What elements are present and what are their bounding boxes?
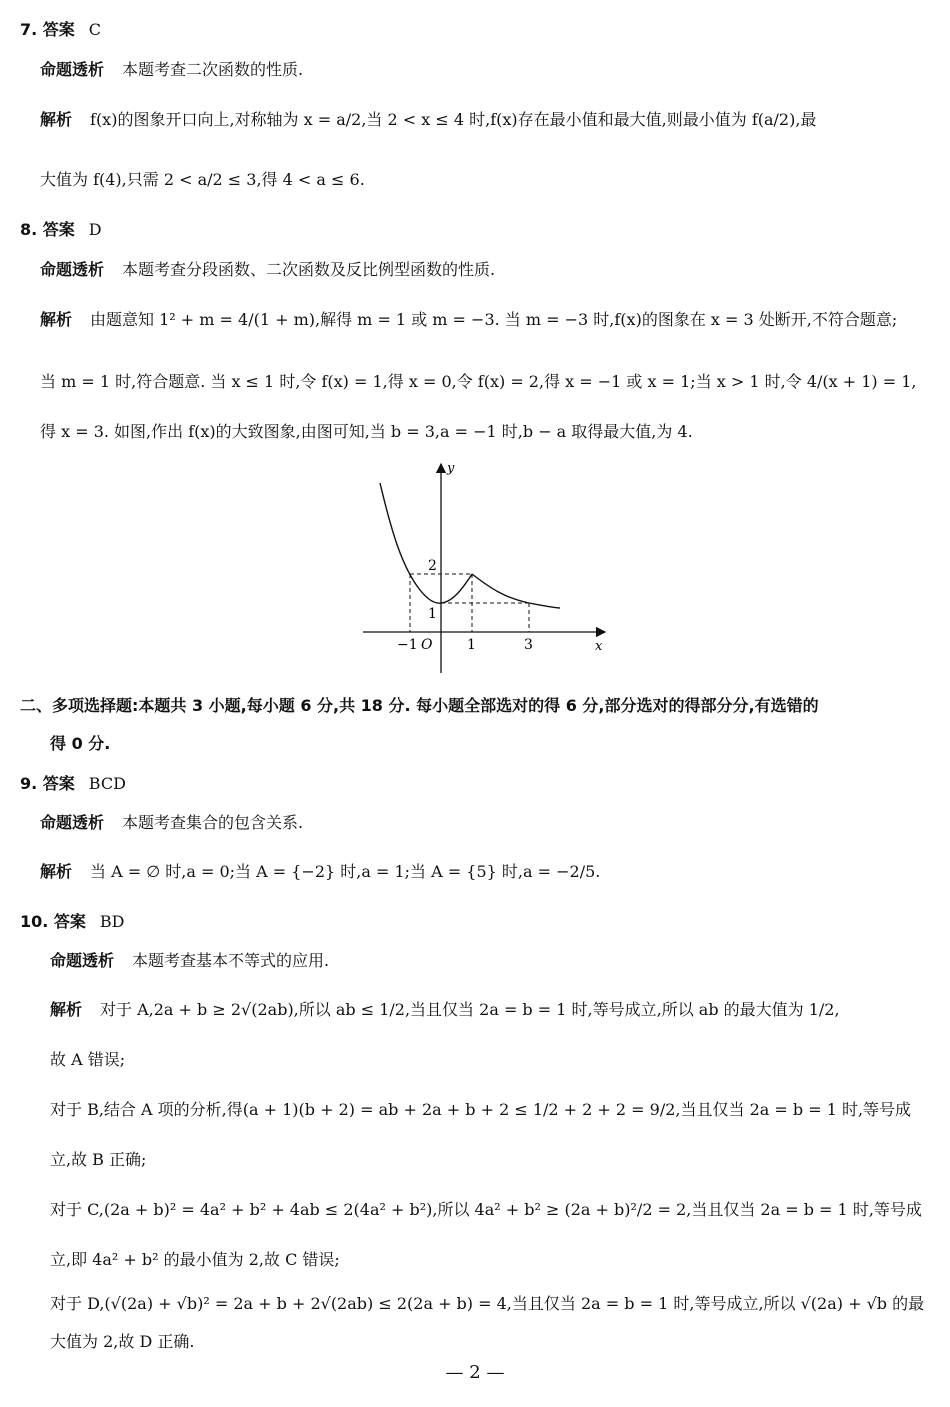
section2-title-cont: 得 0 分.	[50, 734, 111, 753]
q10-analysis-text-1: 对于 A,2a + b ≥ 2√(2ab),所以 ab ≤ 1/2,当且仅当 2a = b = 1 时,等号成立,所以 ab 的最大值为 1/2,	[100, 1000, 840, 1019]
q10-analysis-1	[50, 998, 840, 1022]
q10-intent	[50, 949, 329, 973]
q10-heading-label: 10. 答案	[20, 912, 86, 931]
q7-answer: C	[88, 20, 102, 39]
q10-analysis-3: 对于 B,结合 A 项的分析,得(a + 1)(b + 2) = ab + 2a + b + 2 ≤ 1/2 + 2 + 2 = 9/2,当且仅当 2a = b = 1 时,等号成	[50, 1100, 912, 1119]
y-tick-2: 2	[428, 558, 437, 574]
q7-heading	[20, 18, 101, 42]
tick-3: 3	[524, 637, 533, 653]
q8-intent-label: 命题透析	[40, 260, 105, 279]
q8-heading	[20, 218, 102, 242]
q8-analysis-2: 当 m = 1 时,符合题意. 当 x ≤ 1 时,令 f(x) = 1,得 x = 0,令 f(x) = 2,得 x = −1 或 x = 1;当 x > 1 时,令 4/(x + 1) = 1,	[40, 372, 917, 391]
q9-answer: BCD	[88, 774, 126, 793]
x-axis-label: x	[595, 639, 603, 654]
section2-title: 二、多项选择题:本题共 3 小题,每小题 6 分,共 18 分. 每小题全部选对的得 6 分,部分选对的得部分分,有选错的	[20, 696, 819, 715]
q8-answer: D	[88, 220, 102, 239]
q10-analysis-8: 大值为 2,故 D 正确.	[50, 1332, 195, 1351]
q10-heading	[20, 910, 125, 934]
q7-intent-text: 本题考查二次函数的性质.	[122, 60, 304, 79]
q7-analysis-2: 大值为 f(4),只需 2 < a/2 ≤ 3,得 4 < a ≤ 6.	[40, 170, 365, 189]
q7-analysis-text-1: f(x)的图象开口向上,对称轴为 x = a/2,当 2 < x ≤ 4 时,f(x)存在最小值和最大值,则最小值为 f(a/2),最	[90, 110, 817, 129]
q10-intent-text: 本题考查基本不等式的应用.	[132, 951, 330, 970]
function-graph	[355, 458, 615, 678]
q8-heading-label: 8. 答案	[20, 220, 75, 239]
q8-analysis-text-1: 由题意知 1² + m = 4/(1 + m),解得 m = 1 或 m = −3. 当 m = −3 时,f(x)的图象在 x = 3 处断开,不符合题意;	[90, 310, 898, 329]
q10-analysis-5: 对于 C,(2a + b)² = 4a² + b² + 4ab ≤ 2(4a² + b²),所以 4a² + b² ≥ (2a + b)²/2 = 2,当且仅当 2a = b = 1 时,等号成	[50, 1200, 922, 1219]
tick-neg1: −1	[397, 637, 418, 653]
q10-analysis-2: 故 A 错误;	[50, 1050, 126, 1069]
q10-answer: BD	[99, 912, 125, 931]
y-tick-1: 1	[428, 606, 437, 622]
q8-analysis-3: 得 x = 3. 如图,作出 f(x)的大致图象,由图可知,当 b = 3,a = −1 时,b − a 取得最大值,为 4.	[40, 422, 693, 441]
q8-analysis-1	[40, 308, 897, 332]
page-number: — 2 —	[445, 1362, 505, 1383]
q8-analysis-label: 解析	[40, 310, 73, 329]
q10-analysis-label: 解析	[50, 1000, 83, 1019]
y-axis-label: y	[447, 461, 455, 476]
q10-intent-label: 命题透析	[50, 951, 115, 970]
q9-heading	[20, 772, 126, 796]
q9-intent	[40, 811, 303, 835]
q9-heading-label: 9. 答案	[20, 774, 75, 793]
q7-heading-label: 7. 答案	[20, 20, 75, 39]
tick-1: 1	[467, 637, 476, 653]
q7-intent-label: 命题透析	[40, 60, 105, 79]
q9-intent-label: 命题透析	[40, 813, 105, 832]
q7-analysis-label: 解析	[40, 110, 73, 129]
q9-analysis-label: 解析	[40, 862, 73, 881]
q10-analysis-4: 立,故 B 正确;	[50, 1150, 147, 1169]
origin-label: O	[421, 637, 433, 653]
q9-analysis-text-1: 当 A = ∅ 时,a = 0;当 A = {−2} 时,a = 1;当 A = {5} 时,a = −2/5.	[90, 862, 601, 881]
curve-left	[380, 483, 472, 603]
q9-analysis-1	[40, 860, 600, 884]
q10-analysis-6: 立,即 4a² + b² 的最小值为 2,故 C 错误;	[50, 1250, 340, 1269]
q8-intent-text: 本题考查分段函数、二次函数及反比例型函数的性质.	[122, 260, 496, 279]
q9-intent-text: 本题考查集合的包含关系.	[122, 813, 304, 832]
q7-intent	[40, 58, 303, 82]
q8-intent	[40, 258, 495, 282]
q10-analysis-7: 对于 D,(√(2a) + √b)² = 2a + b + 2√(2ab) ≤ 2(2a + b) = 4,当且仅当 2a = b = 1 时,等号成立,所以 √(2a) + √b 的最	[50, 1294, 925, 1313]
q7-analysis-1	[40, 108, 816, 132]
